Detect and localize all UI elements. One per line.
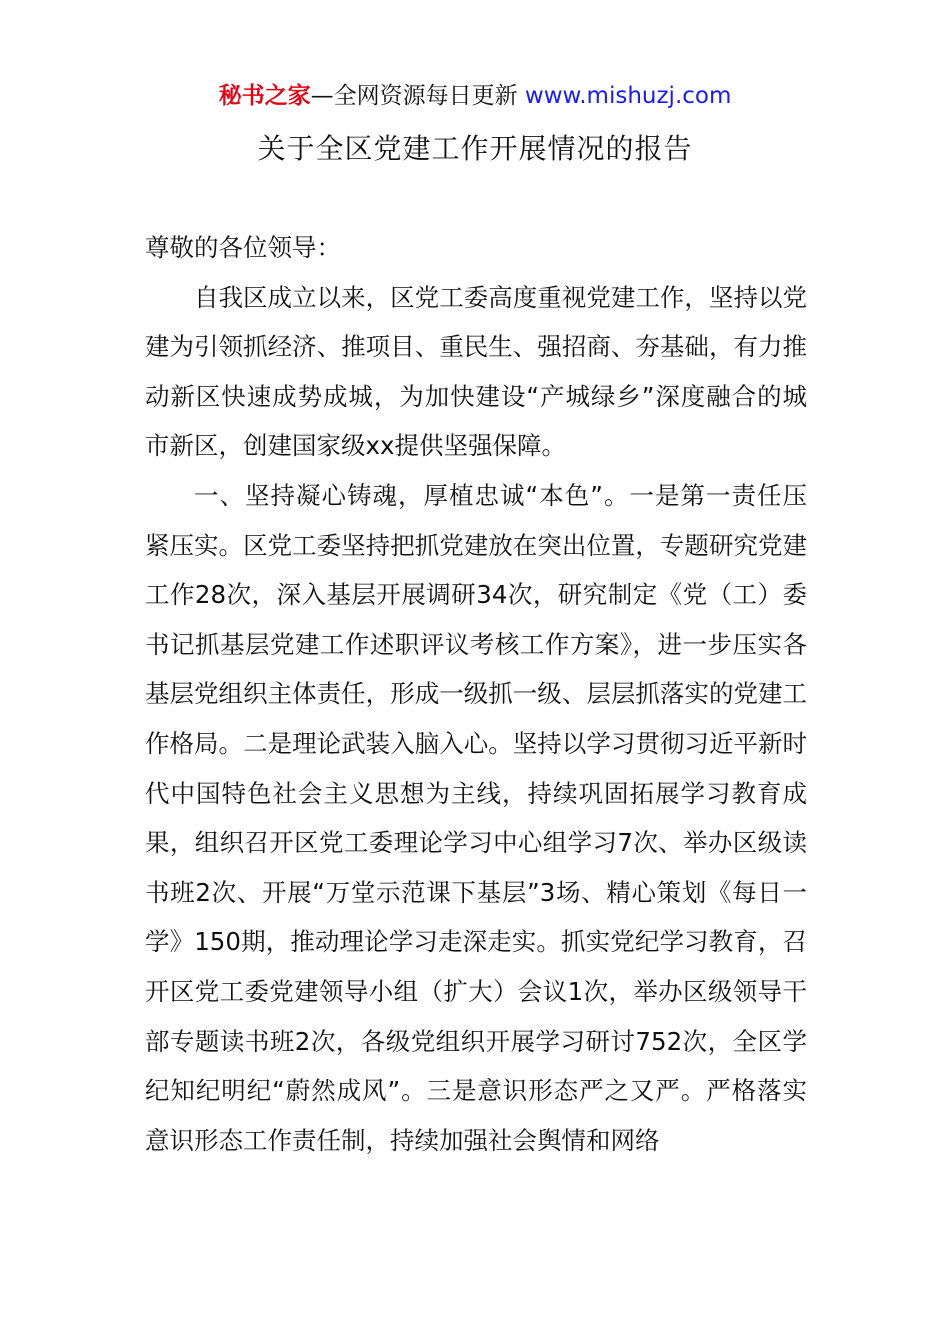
document-body bbox=[145, 223, 807, 1165]
document-title: 关于全区党建工作开展情况的报告 bbox=[257, 132, 693, 165]
paragraph-intro: 自我区成立以来，区党工委高度重视党建工作，坚持以党建为引领抓经济、推项目、重民生、强招商、夯基础，有力推动新区快速成势成城，为加快建设“产城绿乡”深度融合的城市新区，创建国家级xx提供坚强保障。 bbox=[145, 282, 807, 461]
site-tagline: —全网资源每日更新 bbox=[310, 83, 518, 109]
site-url-link[interactable]: www.mishuzj.com bbox=[524, 83, 732, 109]
salutation: 尊敬的各位领导： bbox=[145, 233, 341, 262]
site-header bbox=[0, 80, 950, 112]
paragraph-section-one: 一、坚持凝心铸魂，厚植忠诚“本色”。一是第一责任压紧压实。区党工委坚持把抓党建放在突出位置，专题研究党建工作28次，深入基层开展调研34次，研究制定《党（工）委书记抓基层党建工作述职评议考核工作方案》，进一步压实各基层党组织主体责任，形成一级抓一级、层层抓落实的党建工作格局。二是理论武装入脑入心。坚持以学习贯彻习近平新时代中国特色社会主义思想为主线，持续巩固拓展学习教育成果，组织召开区党工委理论学习中心组学习7次、举办区级读书班2次、开展“万堂示范课下基层”3场、精心策划《每日一学》150期，推动理论学习走深走实。抓实党纪学习教育，召开区党工委党建领导小组（扩大）会议1次，举办区级领导干部专题读书班2次，各级党组织开展学习研讨752次，全区学纪知纪明纪“蔚然成风”。三是意识形态严之又严。严格落实意识形态工作责任制，持续加强社会舆情和网络 bbox=[145, 480, 807, 1155]
brand-name: 秘书之家 bbox=[218, 83, 311, 109]
